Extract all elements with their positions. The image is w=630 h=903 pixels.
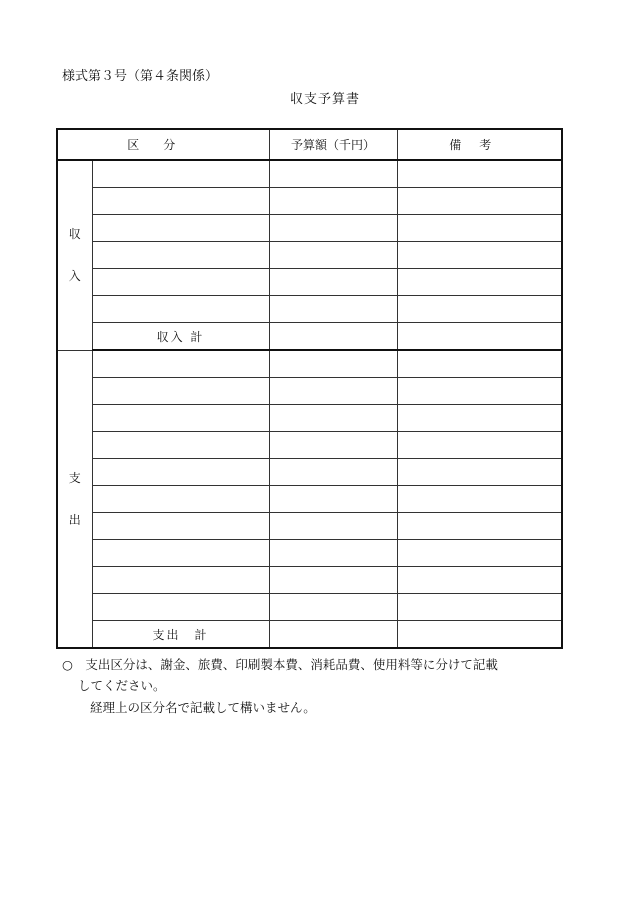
note-line-2: してください。 [78,678,166,693]
category-cell[interactable] [92,405,269,432]
expense-section [57,350,562,648]
remarks-cell[interactable] [397,350,562,378]
remarks-cell[interactable] [397,323,562,351]
amount-cell[interactable] [269,513,397,540]
remarks-cell[interactable] [397,513,562,540]
category-cell[interactable] [92,540,269,567]
amount-cell[interactable] [269,160,397,188]
table-row [57,621,562,649]
table-row [57,323,562,351]
expense-total-label: 支出 計 [92,621,269,649]
amount-cell[interactable] [269,188,397,215]
remarks-cell[interactable] [397,160,562,188]
amount-cell[interactable] [269,486,397,513]
category-cell[interactable] [92,378,269,405]
document-title: 収支予算書 [289,92,360,107]
amount-cell[interactable] [269,296,397,323]
expense-section-label [57,350,92,648]
table-row [57,432,562,459]
remarks-cell[interactable] [397,567,562,594]
remarks-cell[interactable] [397,188,562,215]
table-header-row [57,129,562,160]
table-row [57,215,562,242]
amount-cell[interactable] [269,540,397,567]
remarks-cell[interactable] [397,242,562,269]
table-row [57,160,562,188]
budget-table [56,128,563,649]
amount-cell[interactable] [269,269,397,296]
amount-cell[interactable] [269,567,397,594]
table-row [57,486,562,513]
income-label-char: 入 [68,269,81,284]
category-cell[interactable] [92,486,269,513]
category-cell[interactable] [92,459,269,486]
amount-cell[interactable] [269,432,397,459]
note-line-1: ○ 支出区分は、謝金、旅費、印刷製本費、消耗品費、使用料等に分けて記載 [62,657,498,672]
table-row [57,513,562,540]
income-section [57,160,562,350]
remarks-cell[interactable] [397,621,562,649]
remarks-cell[interactable] [397,296,562,323]
income-total-label: 収入 計 [92,323,269,351]
remarks-cell[interactable] [397,269,562,296]
category-cell[interactable] [92,350,269,378]
category-cell[interactable] [92,188,269,215]
income-total-amount-cell[interactable] [269,323,397,351]
expense-total-amount-cell[interactable] [269,621,397,649]
remarks-cell[interactable] [397,540,562,567]
table-row [57,405,562,432]
amount-cell[interactable] [269,405,397,432]
expense-label-char: 支 [68,470,81,485]
category-cell[interactable] [92,242,269,269]
amount-cell[interactable] [269,350,397,378]
header-amount: 予算額（千円） [269,129,397,160]
header-category: 区分 [57,129,269,160]
amount-cell[interactable] [269,459,397,486]
note-line-3: 経理上の区分名で記載して構いません。 [90,700,316,715]
category-cell[interactable] [92,567,269,594]
expense-label-char: 出 [68,512,81,527]
category-cell[interactable] [92,269,269,296]
remarks-cell[interactable] [397,405,562,432]
income-label-char: 収 [68,227,81,242]
remarks-cell[interactable] [397,378,562,405]
amount-cell[interactable] [269,594,397,621]
header-remarks: 備考 [397,129,562,160]
remarks-cell[interactable] [397,215,562,242]
remarks-cell[interactable] [397,459,562,486]
table-row [57,567,562,594]
remarks-cell[interactable] [397,432,562,459]
income-section-label [57,160,92,350]
category-cell[interactable] [92,513,269,540]
category-cell[interactable] [92,594,269,621]
table-row [57,540,562,567]
table-row [57,296,562,323]
category-cell[interactable] [92,432,269,459]
remarks-cell[interactable] [397,486,562,513]
table-row [57,269,562,296]
category-cell[interactable] [92,296,269,323]
table-row [57,350,562,378]
table-row [57,459,562,486]
amount-cell[interactable] [269,215,397,242]
category-cell[interactable] [92,160,269,188]
remarks-cell[interactable] [397,594,562,621]
table-row [57,378,562,405]
table-row [57,188,562,215]
table-row [57,594,562,621]
amount-cell[interactable] [269,378,397,405]
category-cell[interactable] [92,215,269,242]
form-number: 様式第３号（第４条関係） [62,69,219,84]
amount-cell[interactable] [269,242,397,269]
table-row [57,242,562,269]
